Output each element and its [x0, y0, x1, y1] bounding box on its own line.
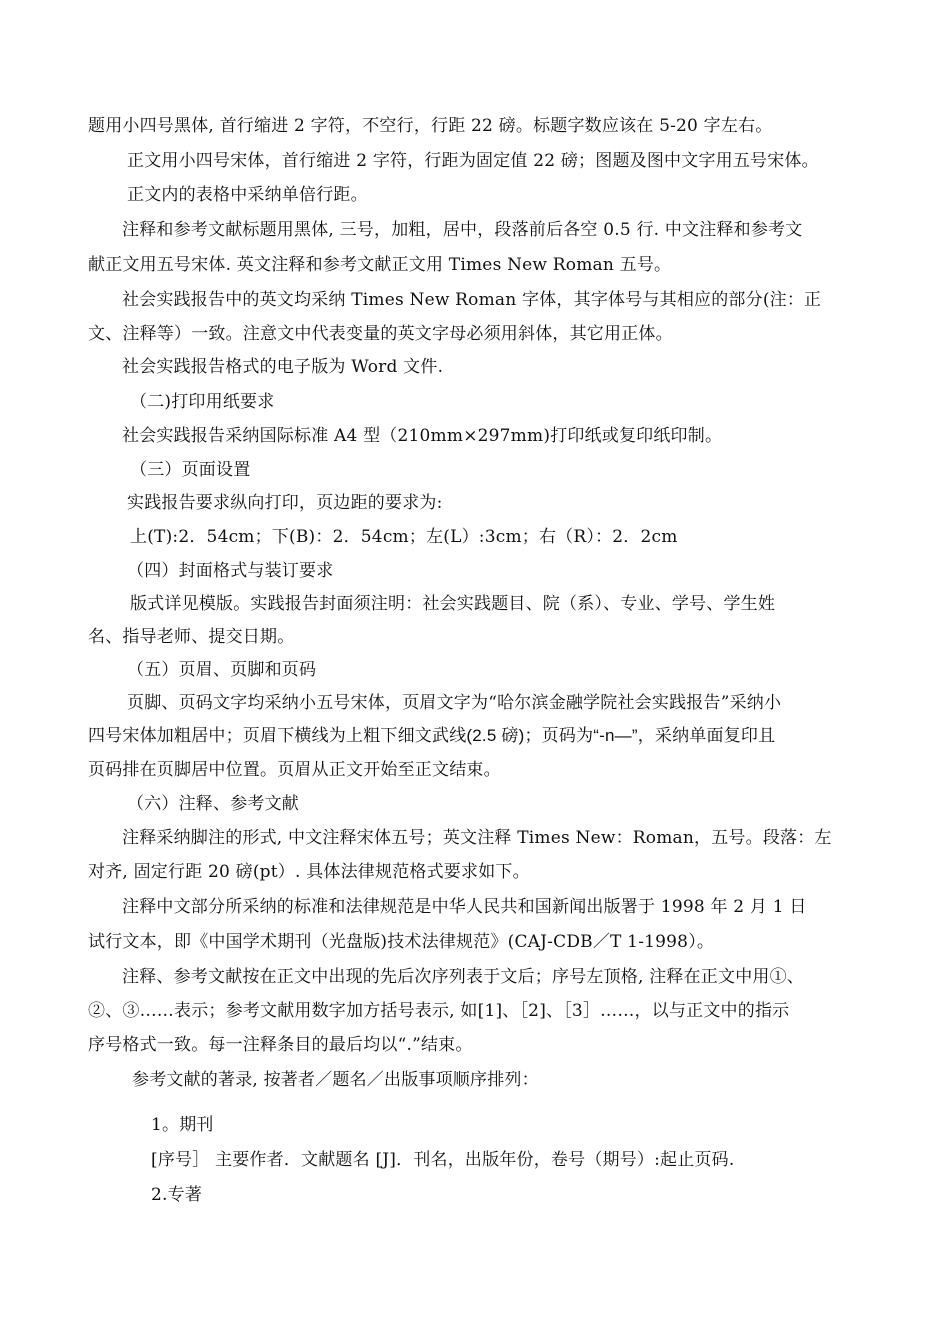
text-line: 注释中文部分所采纳的标准和法律规范是中华人民共和国新闻出版署于 1998 年 2 月 1 日 — [122, 897, 807, 917]
text-line: 四号宋体加粗居中；页眉下横线为上粗下细文武线(2.5 磅)；页码为“-n—”，采纳单面复印且 — [88, 726, 776, 745]
list-item-heading: 2.专著 — [151, 1185, 203, 1205]
list-item-heading: 1。期刊 — [151, 1115, 214, 1135]
text-line: 版式详见模版。实践报告封面须注明：社会实践题目、院（系）、专业、学号、学生姓 — [130, 594, 776, 614]
text-line: ②、③……表示；参考文献用数字加方括号表示, 如[1]、［2]、［3］……，以与正文中的指示 — [88, 1001, 790, 1021]
text-line: 正文内的表格中采纳单倍行距。 — [127, 185, 368, 205]
section-heading: （五）页眉、页脚和页码 — [127, 660, 317, 680]
text-line: 页脚、页码文字均采纳小五号宋体，页眉文字为“哈尔滨金融学院社会实践报告”采纳小 — [127, 693, 782, 713]
text-line: 实践报告要求纵向打印，页边距的要求为: — [127, 493, 443, 513]
section-heading: （六）注释、参考文献 — [127, 794, 299, 814]
text-line: 社会实践报告采纳国际标准 A4 型（210mm×297mm)打印纸或复印纸印制。 — [122, 426, 723, 446]
text-line: 名、指导老师、提交日期。 — [88, 627, 295, 647]
text-line: 文、注释等）一致。注意文中代表变量的英文字母必须用斜体，其它用正体。 — [88, 324, 673, 344]
text-line: 题用小四号黑体, 首行缩进 2 字符，不空行，行距 22 磅。标题字数应该在 5-20 字左右。 — [88, 116, 773, 136]
text-line: 序号格式一致。每一注释条目的最后均以“.”结束。 — [88, 1035, 473, 1055]
text-line: 试行文本，即《中国学术期刊（光盘版)技术法律规范》(CAJ-CDB／T 1-1998）。 — [88, 932, 715, 952]
text-line: 社会实践报告格式的电子版为 Word 文件. — [122, 357, 444, 377]
text-line: 页码排在页脚居中位置。页眉从正文开始至正文结束。 — [88, 760, 501, 780]
text-line: 参考文献的著录, 按著者／题名／出版事项顺序排列： — [132, 1070, 539, 1090]
section-heading: （四）封面格式与装订要求 — [127, 561, 334, 581]
text-line: 社会实践报告中的英文均采纳 Times New Roman 字体，其字体号与其相应的部分(注：正 — [122, 290, 822, 310]
text-line: 注释采纳脚注的形式, 中文注释宋体五号；英文注释 Times New：Roman，五号。段落：左 — [122, 828, 832, 848]
text-line: 对齐, 固定行距 20 磅(pt）. 具体法律规范格式要求如下。 — [88, 862, 530, 882]
text-line: 正文用小四号宋体，首行缩进 2 字符，行距为固定值 22 磅；图题及图中文字用五号宋体。 — [127, 151, 819, 171]
text-line: 注释、参考文献按在正文中出现的先后次序列表于文后；序号左顶格, 注释在正文中用①、 — [122, 967, 805, 987]
section-heading: （三）页面设置 — [130, 460, 251, 480]
text-line: 上(T):2．54cm；下(B)：2．54cm；左(L）:3cm；右（R）：2．2cm — [130, 527, 678, 547]
citation-format: [序号］ 主要作者．文献题名 [J]．刊名，出版年份，卷号（期号）:起止页码. — [151, 1150, 735, 1170]
section-heading: （二)打印用纸要求 — [130, 392, 275, 412]
text-line: 献正文用五号宋体. 英文注释和参考文献正文用 Times New Roman 五号。 — [88, 255, 672, 275]
text-line: 注释和参考文献标题用黑体, 三号，加粗，居中，段落前后各空 0.5 行. 中文注释和参考文 — [122, 220, 803, 240]
